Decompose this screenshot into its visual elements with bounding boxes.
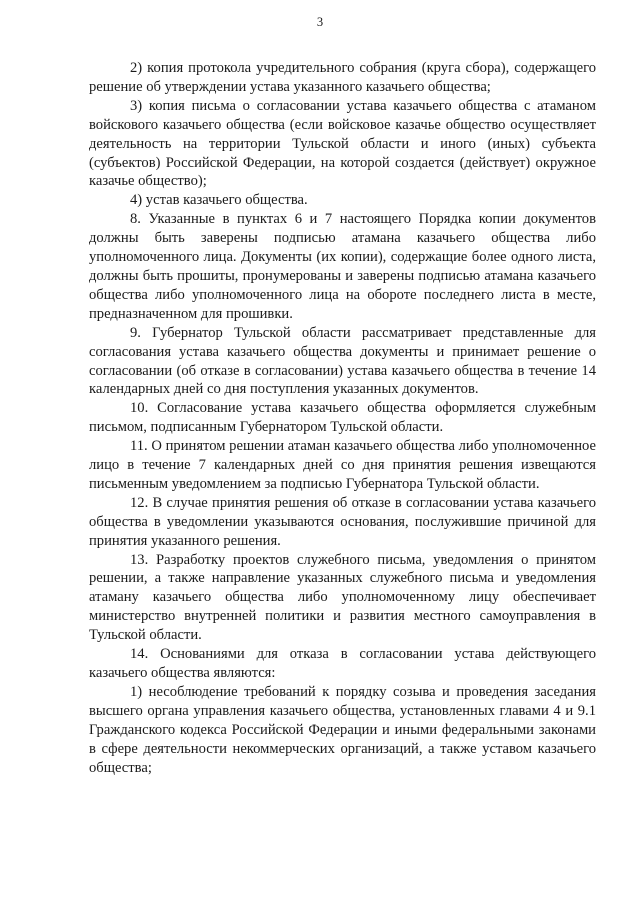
paragraph-clause-11: 11. О принятом решении атаман казачьего общества либо уполномоченное лицо в течение 7 календарных дней со дня принятия решения извещаются письменным уведомлением за подписью Губернатора Тульской области. — [89, 438, 596, 492]
paragraph-clause-12: 12. В случае принятия решения об отказе в согласовании устава казачьего общества в уведомлении указываются основания, послужившие причиной для принятия указанного решения. — [89, 494, 596, 549]
paragraph-clause-14-item-1: 1) несоблюдение требований к порядку созыва и проведения заседания высшего органа управления казачьего общества, установленных главами 4 и 9.1 Гражданского кодекса Российской Федерации и иными федеральными законами в сфере деятельности некоммерческих организаций, а также уставом казачьего общества; — [89, 683, 596, 776]
paragraph-clause-9: 9. Губернатор Тульской области рассматривает представленные для согласования устава казачьего общества документы и принимает решение о согласовании (об отказе в согласовании) устава казачьего общества в течение 14 календарных дней со дня поступления указанных документов. — [89, 324, 596, 398]
paragraph-item-3-letter: 3) копия письма о согласовании устава казачьего общества с атаманом войскового казачьего общества (если войсковое казачье общество осуществляет деятельность на территории Тульской области и иного (иных) субъекта (субъектов) Российской Федерации, на которой создается (действует) окружное казачье общество); — [89, 97, 596, 190]
paragraph-item-4-charter: 4) устав казачьего общества. — [130, 192, 308, 209]
paragraph-clause-14: 14. Основаниями для отказа в согласовании устава действующего казачьего общества являются: — [89, 646, 596, 681]
paragraph-item-2-protocol: 2) копия протокола учредительного собрания (круга сбора), содержащего решение об утверждении устава указанного казачьего общества; — [89, 60, 596, 95]
document-body — [89, 59, 596, 777]
paragraph-clause-13: 13. Разработку проектов служебного письма, уведомления о принятом решении, а также направление указанных служебного письма и уведомления атаману казачьего общества либо уполномоченному лицу обеспечивает министерство внутренней политики и развития местного самоуправления в Тульской области. — [89, 551, 596, 644]
paragraph-clause-10: 10. Согласование устава казачьего общества оформляется служебным письмом, подписанным Губернатором Тульской области. — [89, 400, 596, 436]
page-number: 3 — [316, 15, 324, 29]
paragraph-clause-8: 8. Указанные в пунктах 6 и 7 настоящего Порядка копии документов должны быть заверены подписью атамана казачьего общества либо уполномоченного лица. Документы (их копии), содержащие более одного листа, должны быть прошиты, пронумерованы и заверены подписью атамана казачьего общества либо уполномоченного лица на обороте последнего листа в месте, предназначенном для прошивки. — [89, 211, 596, 322]
